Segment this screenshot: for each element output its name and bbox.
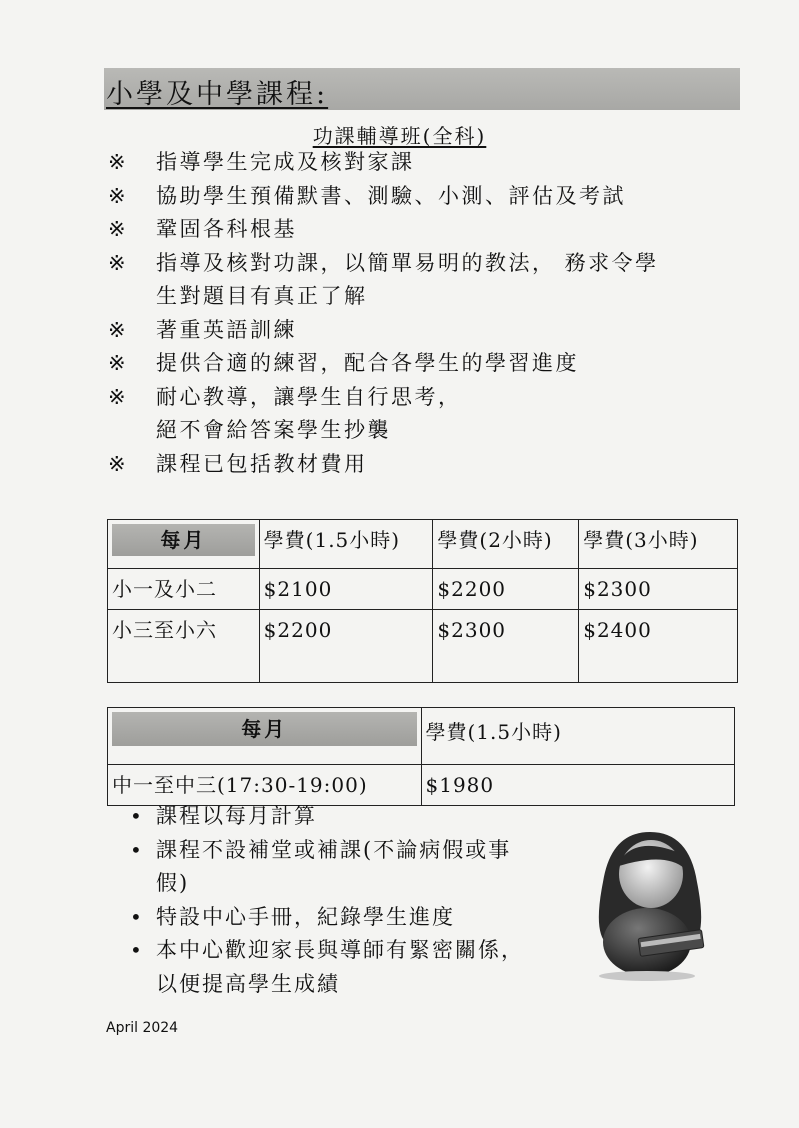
feature-text: 鞏固各科根基: [156, 217, 297, 241]
feature-text: 課程已包括教材費用: [156, 451, 368, 476]
reference-mark-icon: ※: [108, 317, 129, 342]
date-footer: April 2024: [106, 1020, 179, 1036]
table-cell: 小一及小二: [108, 569, 260, 610]
feature-text-line: 生對題目有真正了解: [156, 284, 368, 308]
feature-text-line: 絕不會給答案學生抄襲: [156, 418, 391, 442]
bullet-icon: •: [130, 904, 144, 929]
feature-item: [108, 347, 748, 381]
secondary-fee-table: [107, 707, 735, 806]
reference-mark-icon: ※: [108, 217, 129, 241]
table-header-row: [108, 708, 735, 765]
feature-text-line: 指導及核對功課，以簡單易明的教法， 務求令學: [156, 250, 659, 275]
note-text-line: 本中心歡迎家長與導師有緊密關係，: [156, 938, 524, 962]
table-cell: 小三至小六: [108, 610, 260, 683]
course-subtitle: 功課輔導班(全科): [312, 124, 487, 148]
table-header-cell: [108, 708, 422, 765]
feature-text: 協助學生預備默書、測驗、小測、評估及考試: [156, 183, 626, 208]
feature-item: [108, 180, 748, 214]
header-monthly-label: 每月: [112, 712, 417, 746]
table-cell: $2200: [259, 610, 433, 683]
table-header-cell: 學費(2小時): [433, 520, 579, 569]
table-cell: $2100: [259, 569, 433, 610]
reference-mark-icon: ※: [108, 351, 129, 375]
note-text: 課程以每月計算: [156, 804, 317, 828]
bullet-icon: •: [130, 837, 144, 862]
reference-mark-icon: ※: [108, 384, 129, 409]
table-header-row: [108, 520, 738, 569]
note-text-line: 課程不設補堂或補課(不論病假或事: [156, 837, 512, 862]
table-header-cell: 學費(3小時): [579, 520, 738, 569]
table-header-cell: [108, 520, 260, 569]
header-monthly-label: 每月: [112, 524, 255, 556]
bullet-icon: •: [130, 804, 144, 828]
feature-text: 提供合適的練習，配合各學生的學習進度: [156, 351, 579, 375]
notes-list: [128, 800, 578, 1001]
table-cell: $2400: [579, 610, 738, 683]
reference-mark-icon: ※: [108, 451, 129, 476]
primary-fee-table: [107, 519, 738, 683]
table-cell: $2200: [433, 569, 579, 610]
table-cell: 中一至中三(17:30-19:00): [108, 765, 422, 806]
reference-mark-icon: ※: [108, 250, 129, 275]
page-title: 小學及中學課程:: [106, 79, 329, 110]
tutor-with-book-icon: [585, 822, 715, 982]
table-cell: $1980: [421, 765, 735, 806]
reference-mark-icon: ※: [108, 183, 129, 208]
note-text-line: 假): [156, 871, 190, 895]
note-item: [128, 834, 578, 901]
table-header-cell: 學費(1.5小時): [259, 520, 433, 569]
table-cell: $2300: [433, 610, 579, 683]
feature-list: [108, 146, 748, 481]
feature-item: [108, 247, 748, 314]
table-row: [108, 569, 738, 610]
note-item: [128, 934, 578, 1001]
feature-item: [108, 146, 748, 180]
note-item: [128, 901, 578, 935]
feature-text-line: 耐心教導，讓學生自行思考，: [156, 384, 462, 409]
note-item: [128, 800, 578, 834]
feature-text: 著重英語訓練: [156, 317, 297, 342]
feature-item: [108, 213, 748, 247]
feature-item: [108, 448, 748, 482]
table-header-cell: 學費(1.5小時): [421, 708, 735, 765]
reference-mark-icon: ※: [108, 150, 129, 174]
note-text: 特設中心手冊，紀錄學生進度: [156, 904, 455, 929]
feature-item: [108, 381, 748, 448]
feature-item: [108, 314, 748, 348]
feature-text: 指導學生完成及核對家課: [156, 150, 415, 174]
note-text-line: 以便提高學生成績: [156, 971, 340, 996]
table-row: [108, 610, 738, 683]
bullet-icon: •: [130, 938, 144, 962]
table-cell: $2300: [579, 569, 738, 610]
